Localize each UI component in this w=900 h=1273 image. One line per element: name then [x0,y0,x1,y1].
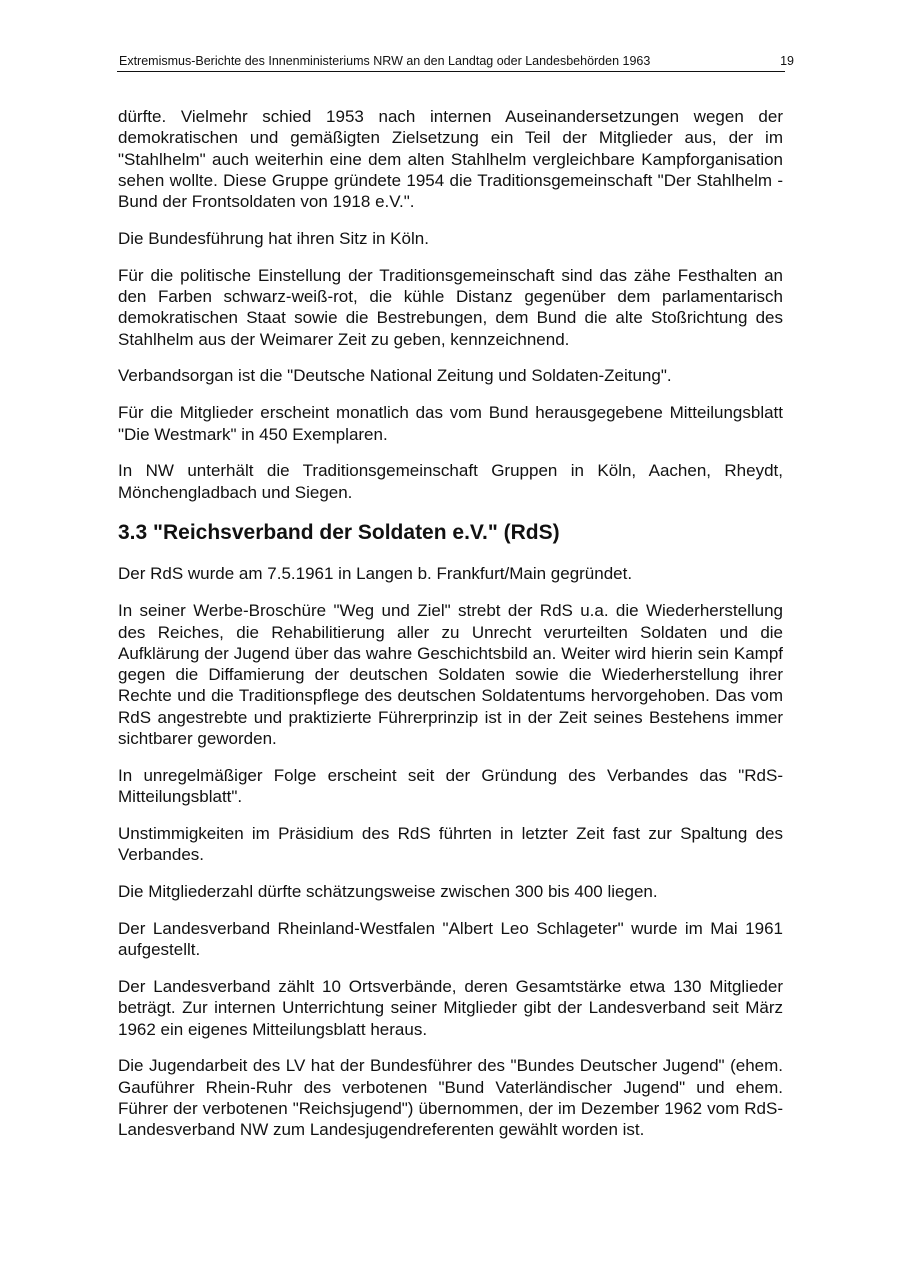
paragraph-bundesfuehrung: Die Bundesführung hat ihren Sitz in Köln. [118,228,429,248]
section-heading-rds: 3.3 "Reichsverband der Soldaten e.V." (RdS) [118,521,560,545]
paragraph-verbandsorgan: Verbandsorgan ist die "Deutsche National Zeitung und Soldaten-Zeitung". [118,366,672,386]
paragraph-stahlhelm-split: dürfte. Vielmehr schied 1953 nach internen Auseinandersetzungen wegen der demokratischen und gemäßigten Zielsetzung ein Teil der Mitglieder aus, der im "Stahlhelm" auch weiterhin eine dem alten Stahlhelm vergleichbare Kampforganisation sehen wollte. Diese Gruppe gründete 1954 die Traditionsgemeinschaft "Der Stahlhelm - Bund der Frontsoldaten von 1918 e.V.". [118,107,783,212]
paragraph-landesverband-founding: Der Landesverband Rheinland-Westfalen "Albert Leo Schlageter" wurde im Mai 1961 aufgestellt. [118,918,783,960]
paragraph-youth-work: Die Jugendarbeit des LV hat der Bundesführer des "Bundes Deutscher Jugend" (ehem. Gauführer Rhein-Ruhr des verbotenen "Bund Vaterländischer Jugend" und ehem. Führer der verbotenen "Reichsjugend") übernommen, der im Dezember 1962 vom RdS-Landesverband NW zum Landesjugendreferenten gewählt worden ist. [118,1056,783,1140]
paragraph-rds-membership: Die Mitgliederzahl dürfte schätzungsweise zwischen 300 bis 400 liegen. [118,882,658,902]
paragraph-rds-goals: In seiner Werbe-Broschüre "Weg und Ziel" strebt der RdS u.a. die Wiederherstellung des Reiches, die Rehabilitierung aller zu Unrecht verurteilten Soldaten und die Aufklärung der Jugend über das wahre Geschichtsbild an. Weiter wird hierin sein Kampf gegen die Diffamierung der deutschen Soldaten sowie die Wiederherstellung ihrer Rechte und die Traditionspflege des deutschen Soldatentums hervorgehoben. Das vom RdS angestrebte und praktizierte Führerprinzip ist in der Zeit seines Bestehens immer sichtbarer geworden. [118,601,783,749]
paragraph-rds-founding: Der RdS wurde am 7.5.1961 in Langen b. Frankfurt/Main gegründet. [118,564,633,584]
paragraph-rds-newsletter: In unregelmäßiger Folge erscheint seit der Gründung des Verbandes das "RdS-Mitteilungsblatt". [118,765,783,807]
paragraph-landesverband-structure: Der Landesverband zählt 10 Ortsverbände, deren Gesamtstärke etwa 130 Mitglieder beträgt. Zur internen Unterrichtung seiner Mitglieder gibt der Landesverband seit März 1962 ein eigenes Mitteilungsblatt heraus. [118,976,783,1039]
running-header [117,52,794,72]
header-title: Extremismus-Berichte des Innenministeriums NRW an den Landtag oder Landesbehörden 1963 [119,54,651,68]
paragraph-nw-groups: In NW unterhält die Traditionsgemeinschaft Gruppen in Köln, Aachen, Rheydt, Mönchengladbach und Siegen. [118,461,783,502]
paragraph-political-stance: Für die politische Einstellung der Traditionsgemeinschaft sind das zähe Festhalten an den Farben schwarz-weiß-rot, die kühle Distanz gegenüber dem parlamentarisch demokratischen Staat sowie die Bestrebungen, dem Bund die alte Stoßrichtung des Stahlhelm aus der Weimarer Zeit zu geben, kennzeichnend. [118,265,783,349]
page-number: 19 [780,54,794,68]
paragraph-rds-disagreements: Unstimmigkeiten im Präsidium des RdS führten in letzter Zeit fast zur Spaltung des Verbandes. [118,823,783,865]
document-body [118,106,783,1156]
paragraph-mitteilungsblatt: Für die Mitglieder erscheint monatlich das vom Bund herausgegebene Mitteilungsblatt "Die Westmark" in 450 Exemplaren. [118,403,783,444]
